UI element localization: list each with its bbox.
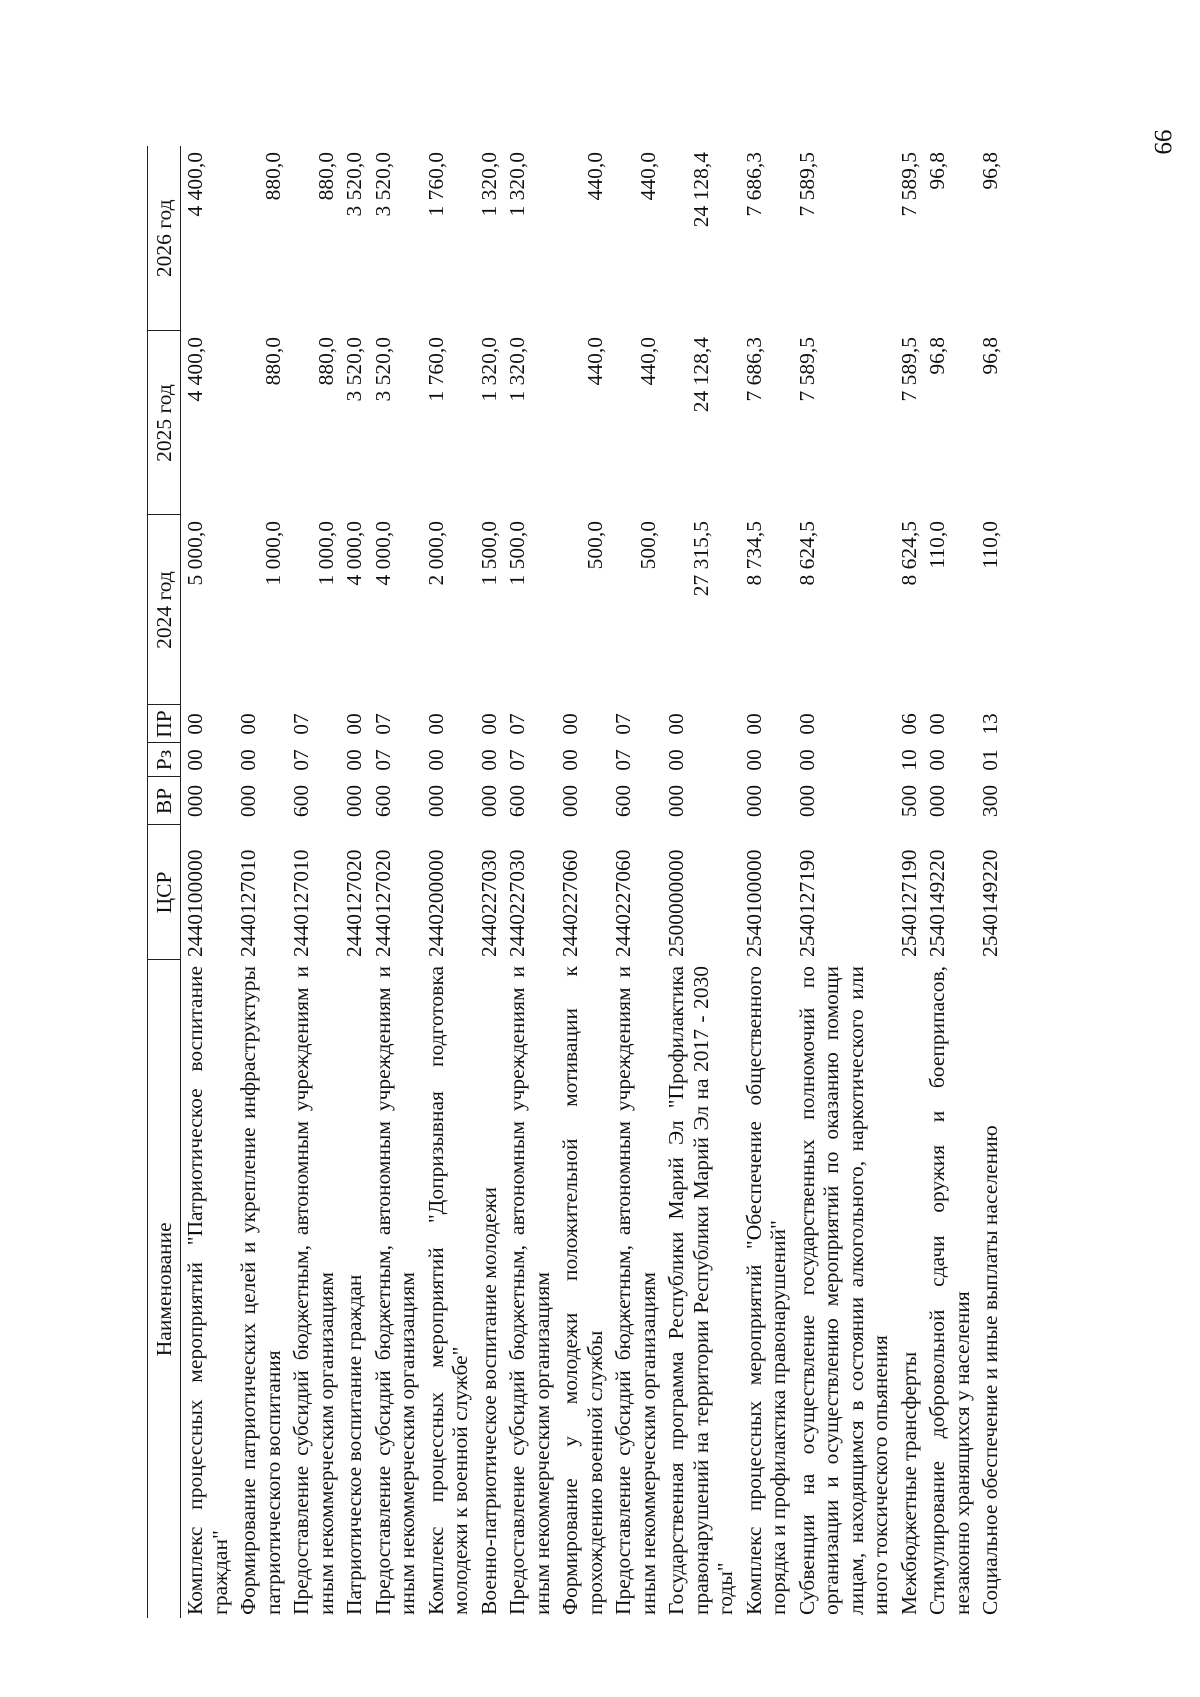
cell-value: [611, 521, 636, 702]
row-rz-cell: [556, 743, 609, 777]
cell-value: 110,0: [925, 521, 949, 569]
row-2026-cell: [976, 146, 1005, 331]
cell-value: [289, 152, 314, 328]
row-vr-cell: [609, 777, 662, 825]
table-row: [976, 146, 1005, 1618]
table-row: [793, 146, 895, 1618]
row-csr-cell: [287, 825, 340, 960]
cell-value: [236, 152, 261, 328]
row-2024-cell: [287, 515, 340, 705]
row-2026-cell: [475, 146, 504, 331]
row-csr-cell: [740, 825, 793, 960]
row-pr-cell: [181, 705, 235, 743]
row-2025-cell: [740, 331, 793, 515]
row-2025-cell: [895, 331, 924, 515]
row-2024-cell: [793, 515, 895, 705]
table-row: [475, 146, 504, 1618]
row-name-cell: Комплекс процессных мероприятий "Обеспечение общественного порядка и профилактика правонарушений": [741, 966, 790, 1615]
row-vr-cell: [340, 777, 369, 825]
row-rz-cell: [976, 743, 1005, 777]
row-rz-cell: [895, 743, 924, 777]
cell-value: 7 589,5: [896, 337, 921, 402]
row-2025-cell: [976, 331, 1005, 515]
cell-value: 00: [794, 749, 819, 771]
row-pr-cell: [740, 705, 793, 743]
cell-value: 8 624,5: [896, 521, 921, 586]
row-2025-cell: [609, 331, 662, 515]
cell-value: 4 000,0: [342, 521, 366, 586]
row-vr-cell: [556, 777, 609, 825]
cell-value: 00: [236, 713, 260, 735]
row-rz-cell: [662, 743, 740, 777]
row-vr-cell: [976, 777, 1005, 825]
cell-value: 00: [476, 749, 501, 771]
cell-value: 07: [611, 713, 635, 735]
row-name-cell: Субвенции на осуществление государственных полномочий по организации и осуществлению мероприятий по оказанию помощи лицам, находящимся в состоянии алкогольного, наркотического или иного токсического опьянения: [794, 966, 892, 1615]
row-pr-cell: [503, 705, 556, 743]
row-2026-cell: [740, 146, 793, 331]
cell-value: 1 320,0: [476, 152, 501, 217]
cell-value: 7 589,5: [794, 152, 819, 217]
cell-value: 2440227060: [558, 849, 582, 957]
row-2024-cell: [895, 515, 924, 705]
cell-value: 06: [896, 713, 921, 735]
row-pr-cell: [895, 705, 924, 743]
table-row: [740, 146, 793, 1618]
cell-value: 07: [370, 749, 395, 771]
row-pr-cell: [976, 705, 1005, 743]
cell-value: 1 000,0: [260, 521, 285, 586]
cell-value: 2540100000: [741, 849, 766, 957]
row-csr-cell: [793, 825, 895, 960]
row-2026-cell: [369, 146, 422, 331]
cell-value: 2540149220: [978, 849, 1002, 957]
table-row: [287, 146, 340, 1618]
cell-value: 2500000000: [664, 849, 688, 957]
row-vr-cell: [793, 777, 895, 825]
row-csr-cell: [503, 825, 556, 960]
cell-value: 96,8: [925, 152, 949, 190]
row-csr-cell: [340, 825, 369, 960]
row-vr-cell: [923, 777, 976, 825]
row-2025-cell: [422, 331, 475, 515]
cell-value: 13: [978, 713, 1002, 735]
cell-value: 00: [476, 713, 501, 735]
row-name-cell: Предоставление субсидий бюджетным, автономным учреждениям и иным некоммерческим организациям: [370, 966, 419, 1615]
row-2024-cell: [234, 515, 287, 705]
cell-value: 500: [896, 784, 921, 818]
cell-value: 00: [925, 749, 949, 771]
row-pr-cell: [556, 705, 609, 743]
cell-value: 600: [289, 784, 313, 818]
cell-value: 00: [925, 713, 949, 735]
cell-value: 8 734,5: [741, 521, 766, 586]
cell-value: 00: [236, 749, 260, 771]
row-2024-cell: [662, 515, 740, 705]
cell-value: 2440127020: [370, 849, 395, 957]
cell-value: 000: [342, 784, 366, 818]
cell-value: 3 520,0: [342, 152, 366, 217]
cell-value: 1 000,0: [313, 521, 338, 586]
table-row: [923, 146, 976, 1618]
cell-value: 96,8: [978, 152, 1002, 190]
row-vr-cell: [503, 777, 556, 825]
row-csr-cell: [475, 825, 504, 960]
row-name-cell: Межбюджетные трансферты: [896, 1351, 921, 1615]
cell-value: 07: [370, 713, 395, 735]
header-2025: 2025 год: [148, 331, 181, 515]
row-name-cell: Формирование патриотических целей и укрепление инфраструктуры патриотического воспитания: [236, 966, 285, 1615]
cell-value: 2 000,0: [423, 521, 448, 586]
row-name-cell: Предоставление субсидий бюджетным, автономным учреждениям и иным некоммерческим организациям: [289, 966, 338, 1615]
cell-value: 00: [342, 749, 366, 771]
row-2024-cell: [609, 515, 662, 705]
page-number: 99: [1149, 129, 1176, 155]
table-body: [181, 146, 1005, 1618]
row-rz-cell: [793, 743, 895, 777]
table-row: [556, 146, 609, 1618]
cell-value: 24 128,4: [688, 337, 713, 413]
row-name-cell: Военно-патриотическое воспитание молодежи: [476, 1186, 501, 1615]
cell-value: 1 760,0: [423, 152, 448, 217]
cell-value: 8 624,5: [794, 521, 819, 586]
row-2026-cell: [340, 146, 369, 331]
row-vr-cell: [740, 777, 793, 825]
row-rz-cell: [369, 743, 422, 777]
row-pr-cell: [475, 705, 504, 743]
cell-value: 000: [236, 784, 260, 818]
row-2024-cell: [422, 515, 475, 705]
cell-value: 110,0: [978, 521, 1002, 569]
row-pr-cell: [340, 705, 369, 743]
cell-value: [236, 337, 261, 512]
cell-value: 01: [978, 749, 1002, 771]
cell-value: 440,0: [582, 152, 607, 201]
cell-value: 4 000,0: [370, 521, 395, 586]
cell-value: [611, 337, 636, 512]
cell-value: 440,0: [635, 337, 660, 386]
cell-value: 1 320,0: [505, 152, 529, 217]
cell-value: 440,0: [635, 152, 660, 201]
header-vr: ВР: [148, 777, 181, 825]
cell-value: 3 520,0: [370, 337, 395, 402]
cell-value: 000: [476, 784, 501, 818]
cell-value: 1 500,0: [505, 521, 529, 586]
cell-value: [558, 521, 583, 702]
table-row: [234, 146, 287, 1618]
row-2024-cell: [369, 515, 422, 705]
row-vr-cell: [234, 777, 287, 825]
cell-value: 880,0: [260, 337, 285, 386]
table-row: [181, 146, 235, 1618]
row-2026-cell: [234, 146, 287, 331]
cell-value: 00: [794, 713, 819, 735]
cell-value: 600: [370, 784, 395, 818]
row-2025-cell: [234, 331, 287, 515]
cell-value: 2440227030: [476, 849, 501, 957]
cell-value: [664, 521, 689, 702]
row-2025-cell: [369, 331, 422, 515]
cell-value: 5 000,0: [183, 521, 207, 586]
cell-value: 00: [664, 713, 688, 735]
cell-value: 2440227030: [505, 849, 529, 957]
row-pr-cell: [422, 705, 475, 743]
row-2025-cell: [923, 331, 976, 515]
cell-value: 2440227060: [611, 849, 635, 957]
cell-value: 00: [558, 749, 582, 771]
cell-value: 000: [183, 784, 207, 818]
row-vr-cell: [181, 777, 235, 825]
cell-value: 96,8: [978, 337, 1002, 375]
cell-value: 3 520,0: [342, 337, 366, 402]
row-pr-cell: [793, 705, 895, 743]
header-2024: 2024 год: [148, 515, 181, 705]
row-vr-cell: [662, 777, 740, 825]
table-row: [503, 146, 556, 1618]
cell-value: 00: [423, 749, 448, 771]
row-pr-cell: [234, 705, 287, 743]
row-2024-cell: [923, 515, 976, 705]
cell-value: 00: [741, 749, 766, 771]
cell-value: 4 400,0: [183, 337, 207, 402]
row-vr-cell: [369, 777, 422, 825]
row-rz-cell: [287, 743, 340, 777]
cell-value: 880,0: [313, 152, 338, 201]
cell-value: 600: [611, 784, 635, 818]
row-2026-cell: [923, 146, 976, 331]
table-row: [662, 146, 740, 1618]
cell-value: 96,8: [925, 337, 949, 375]
row-rz-cell: [923, 743, 976, 777]
cell-value: [611, 152, 636, 328]
table-row: [895, 146, 924, 1618]
cell-value: [558, 152, 583, 328]
row-rz-cell: [181, 743, 235, 777]
cell-value: 440,0: [582, 337, 607, 386]
cell-value: 1 500,0: [476, 521, 501, 586]
row-2024-cell: [976, 515, 1005, 705]
row-2025-cell: [793, 331, 895, 515]
row-2026-cell: [503, 146, 556, 331]
row-2026-cell: [609, 146, 662, 331]
cell-value: 10: [896, 749, 921, 771]
cell-value: 07: [289, 749, 313, 771]
row-name-cell: Стимулирование добровольной сдачи оружия и боеприпасов, незаконно хранящихся у населения: [925, 966, 974, 1615]
header-rz: Рз: [148, 743, 181, 777]
row-2026-cell: [793, 146, 895, 331]
row-pr-cell: [609, 705, 662, 743]
cell-value: 2440100000: [183, 849, 207, 957]
cell-value: 24 128,4: [688, 152, 713, 228]
row-pr-cell: [287, 705, 340, 743]
cell-value: 7 686,3: [741, 152, 766, 217]
cell-value: 600: [505, 784, 529, 818]
cell-value: 1 760,0: [423, 337, 448, 402]
cell-value: [664, 337, 689, 512]
cell-value: 000: [664, 784, 688, 818]
table-row: [369, 146, 422, 1618]
cell-value: [289, 521, 314, 702]
cell-value: 500,0: [635, 521, 660, 570]
rotated-page-content: [147, 146, 1187, 1618]
row-csr-cell: [976, 825, 1005, 960]
cell-value: 000: [558, 784, 582, 818]
cell-value: 27 315,5: [688, 521, 713, 597]
cell-value: 00: [741, 713, 766, 735]
cell-value: 1 320,0: [476, 337, 501, 402]
cell-value: 2440127010: [289, 849, 313, 957]
cell-value: 7 686,3: [741, 337, 766, 402]
cell-value: 2440200000: [423, 849, 448, 957]
cell-value: [664, 152, 689, 328]
row-2024-cell: [475, 515, 504, 705]
table-row: [340, 146, 369, 1618]
row-2026-cell: [662, 146, 740, 331]
row-2024-cell: [340, 515, 369, 705]
cell-value: 2440127010: [236, 849, 260, 957]
cell-value: 00: [664, 749, 688, 771]
row-pr-cell: [923, 705, 976, 743]
cell-value: 4 400,0: [183, 152, 207, 217]
cell-value: 7 589,5: [896, 152, 921, 217]
cell-value: 00: [183, 713, 207, 735]
row-rz-cell: [740, 743, 793, 777]
row-name-cell: Социальное обеспечение и иные выплаты населению: [978, 1125, 1002, 1615]
row-csr-cell: [609, 825, 662, 960]
row-name-cell: Предоставление субсидий бюджетным, автономным учреждениям и иным некоммерческим организациям: [505, 966, 554, 1615]
row-rz-cell: [234, 743, 287, 777]
cell-value: [558, 337, 583, 512]
cell-value: 2540127190: [896, 849, 921, 957]
row-rz-cell: [609, 743, 662, 777]
row-2025-cell: [556, 331, 609, 515]
cell-value: 1 320,0: [505, 337, 529, 402]
cell-value: 000: [423, 784, 448, 818]
cell-value: 300: [978, 784, 1002, 818]
row-csr-cell: [181, 825, 235, 960]
cell-value: 880,0: [260, 152, 285, 201]
cell-value: 07: [505, 713, 529, 735]
row-rz-cell: [422, 743, 475, 777]
cell-value: 2440127020: [342, 849, 366, 957]
row-pr-cell: [662, 705, 740, 743]
row-name-cell: Патриотическое воспитание граждан: [342, 1274, 366, 1615]
cell-value: 3 520,0: [370, 152, 395, 217]
cell-value: 880,0: [313, 337, 338, 386]
row-csr-cell: [234, 825, 287, 960]
cell-value: 00: [342, 713, 366, 735]
cell-value: 07: [289, 713, 313, 735]
header-2026: 2026 год: [148, 146, 181, 331]
row-2026-cell: [895, 146, 924, 331]
row-pr-cell: [369, 705, 422, 743]
row-2024-cell: [503, 515, 556, 705]
row-name-cell: Формирование у молодежи положительной мотивации к прохождению военной службы: [558, 966, 607, 1615]
row-2025-cell: [181, 331, 235, 515]
row-2025-cell: [287, 331, 340, 515]
row-name-cell: Государственная программа Республики Марий Эл "Профилактика правонарушений на территории Республики Марий Эл на 2017 - 2030 годы": [664, 966, 737, 1615]
row-vr-cell: [475, 777, 504, 825]
cell-value: 07: [611, 749, 635, 771]
header-name: Наименование: [148, 960, 181, 1618]
row-2025-cell: [662, 331, 740, 515]
row-name-cell: Комплекс процессных мероприятий "Допризывная подготовка молодежи к военной службе": [423, 966, 472, 1615]
row-2026-cell: [287, 146, 340, 331]
cell-value: [236, 521, 261, 702]
row-csr-cell: [895, 825, 924, 960]
cell-value: 000: [925, 784, 949, 818]
table-row: [422, 146, 475, 1618]
cell-value: 00: [183, 749, 207, 771]
cell-value: 000: [794, 784, 819, 818]
row-2026-cell: [556, 146, 609, 331]
cell-value: 2540127190: [794, 849, 819, 957]
row-name-cell: Предоставление субсидий бюджетным, автономным учреждениям и иным некоммерческим организациям: [611, 966, 660, 1615]
row-csr-cell: [369, 825, 422, 960]
row-csr-cell: [556, 825, 609, 960]
row-csr-cell: [923, 825, 976, 960]
row-2025-cell: [503, 331, 556, 515]
row-2025-cell: [475, 331, 504, 515]
row-csr-cell: [662, 825, 740, 960]
cell-value: 000: [741, 784, 766, 818]
row-2024-cell: [556, 515, 609, 705]
table-row: [609, 146, 662, 1618]
row-csr-cell: [422, 825, 475, 960]
row-2026-cell: [181, 146, 235, 331]
row-2026-cell: [422, 146, 475, 331]
header-csr: ЦСР: [148, 825, 181, 960]
row-name-cell: Комплекс процессных мероприятий "Патриотическое воспитание граждан": [183, 966, 232, 1615]
row-vr-cell: [287, 777, 340, 825]
row-rz-cell: [475, 743, 504, 777]
row-2024-cell: [740, 515, 793, 705]
row-rz-cell: [340, 743, 369, 777]
row-vr-cell: [895, 777, 924, 825]
header-pr: ПР: [148, 705, 181, 743]
cell-value: 7 589,5: [794, 337, 819, 402]
row-2024-cell: [181, 515, 235, 705]
cell-value: 500,0: [582, 521, 607, 570]
row-vr-cell: [422, 777, 475, 825]
row-2025-cell: [340, 331, 369, 515]
cell-value: [289, 337, 314, 512]
cell-value: 00: [558, 713, 582, 735]
cell-value: 2540149220: [925, 849, 949, 957]
row-rz-cell: [503, 743, 556, 777]
budget-table: [147, 146, 1005, 1618]
table-header-row: [148, 146, 181, 1618]
cell-value: 00: [423, 713, 448, 735]
cell-value: 07: [505, 749, 529, 771]
